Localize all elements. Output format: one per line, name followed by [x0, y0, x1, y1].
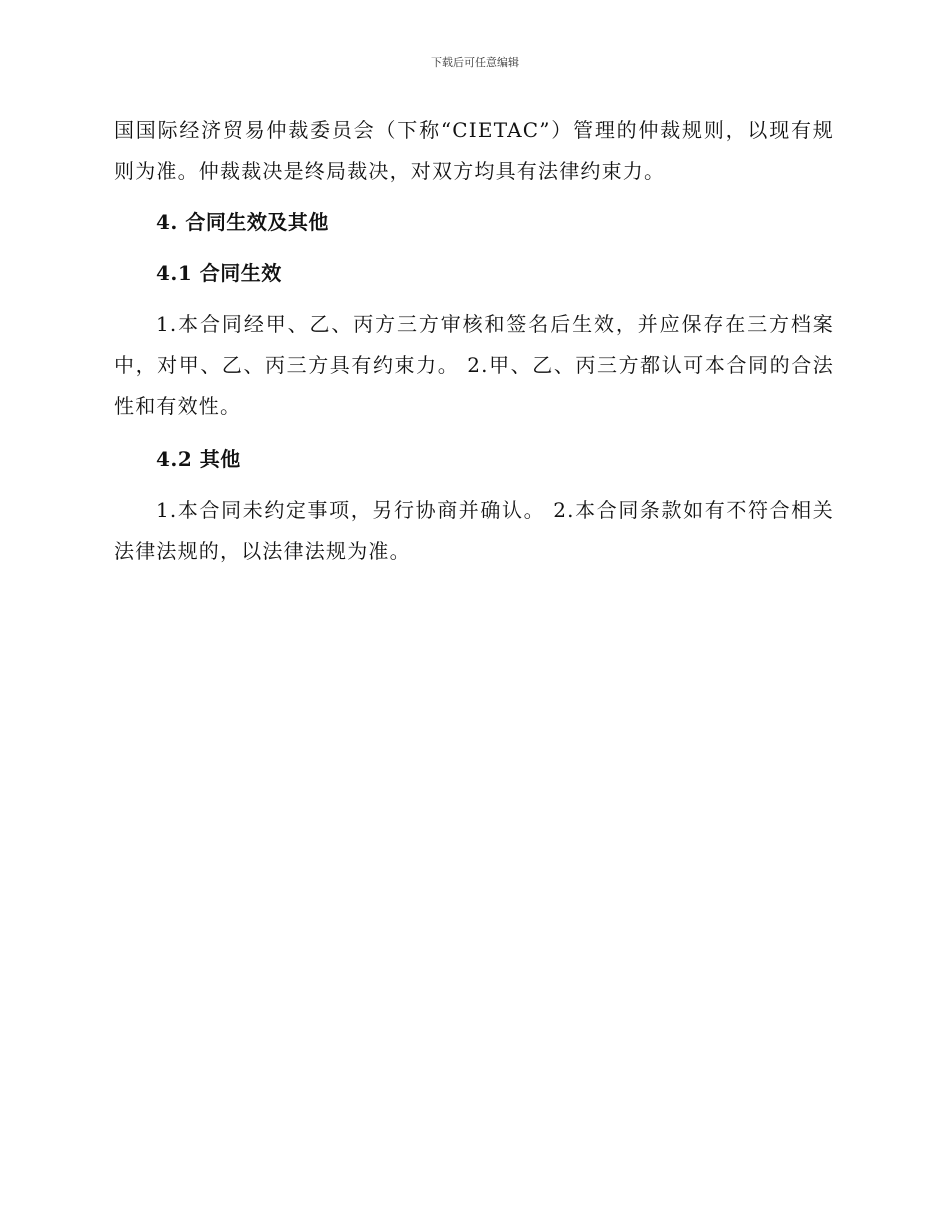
section-4-1-paragraph: 1.本合同经甲、乙、丙方三方审核和签名后生效，并应保存在三方档案中，对甲、乙、丙三方具有约束力。 2.甲、乙、丙三方都认可本合同的合法性和有效性。 — [114, 312, 834, 418]
document-body — [114, 110, 834, 572]
section-4-1-heading: 4.1 合同生效 — [156, 261, 282, 285]
page-header: 下载后可任意编辑 — [431, 56, 519, 69]
arbitration-paragraph: 国国际经济贸易仲裁委员会（下称“CIETAC”）管理的仲裁规则，以现有规则为准。仲裁裁决是终局裁决，对双方均具有法律约束力。 — [114, 118, 834, 183]
section-4-2-paragraph: 1.本合同未约定事项，另行协商并确认。 2.本合同条款如有不符合相关法律法规的，以法律法规为准。 — [114, 498, 834, 563]
section-4-heading: 4. 合同生效及其他 — [156, 210, 329, 234]
section-4-2-heading: 4.2 其他 — [156, 447, 241, 471]
